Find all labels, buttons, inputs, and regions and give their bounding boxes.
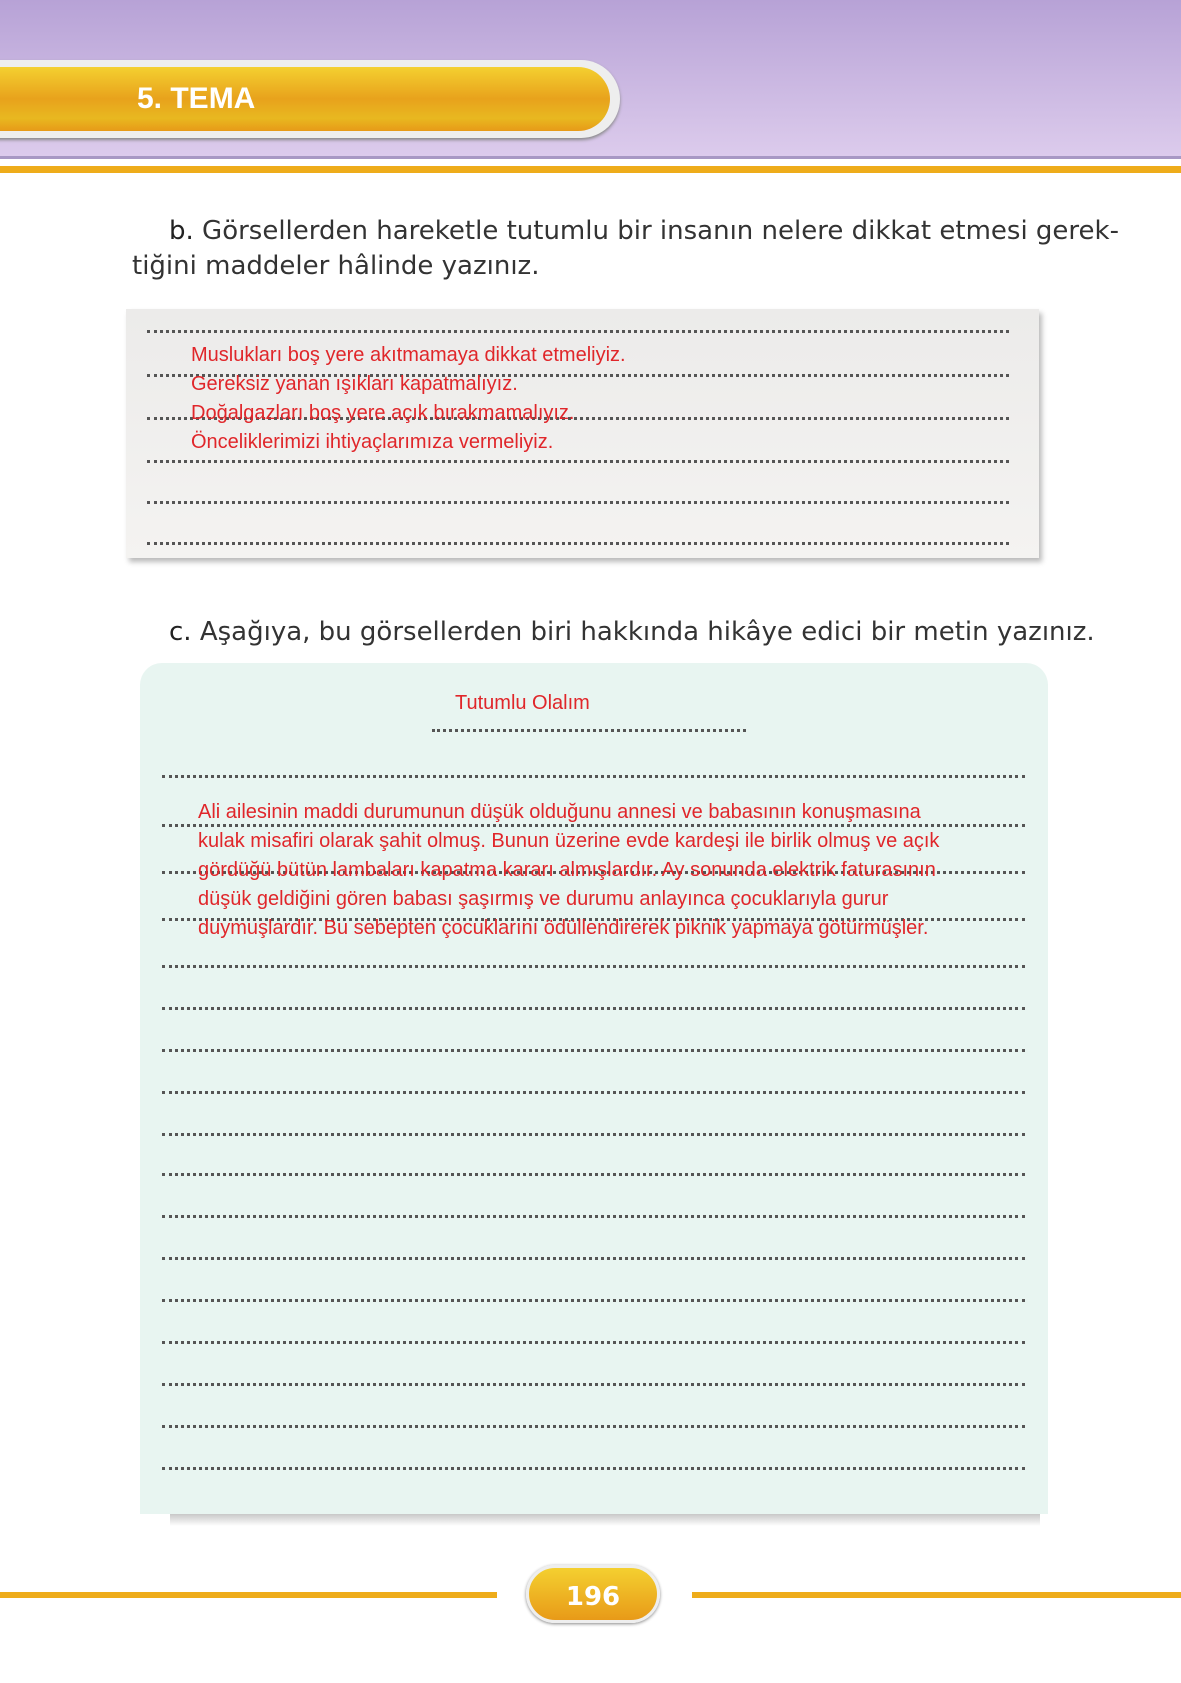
answer-line: Muslukları boş yere akıtmamaya dikkat etmeliyiz. [191, 344, 626, 366]
writing-line [162, 1049, 1025, 1052]
title-line [432, 729, 746, 732]
answer-box-c[interactable] [140, 663, 1048, 1514]
theme-banner [0, 67, 610, 131]
writing-line [147, 542, 1009, 545]
writing-line [162, 1257, 1025, 1260]
writing-line [162, 1467, 1025, 1470]
question-c [169, 614, 1095, 650]
story-line: duymuşlardır. Bu sebepten çocuklarını ödüllendirerek piknik yapmaya götürmüşler. [198, 917, 929, 939]
question-b-letter: b. [169, 216, 194, 246]
story-line: düşük geldiğini gören babası şaşırmış ve durumu anlayınca çocuklarıyla gurur [198, 888, 889, 910]
writing-line [162, 1341, 1025, 1344]
writing-line [162, 1425, 1025, 1428]
writing-line [162, 1299, 1025, 1302]
question-c-letter: c. [169, 617, 192, 647]
writing-line [162, 1383, 1025, 1386]
answer-line: Doğalgazları boş yere açık bırakmamalıyız. [191, 402, 575, 424]
writing-line [162, 1091, 1025, 1094]
question-b-line2: tiğini maddeler hâlinde yazınız. [132, 251, 540, 281]
page-number: 196 [526, 1565, 660, 1623]
writing-line [162, 824, 1025, 827]
box-shadow [170, 1514, 1040, 1526]
question-b-text: Görsellerden hareketle tutumlu bir insanın nelere dikkat etmesi gerek- [202, 216, 1119, 246]
writing-line [162, 1133, 1025, 1136]
story-title: Tutumlu Olalım [455, 692, 590, 714]
footer-line-left [0, 1592, 497, 1598]
story-line: Ali ailesinin maddi durumunun düşük olduğunu annesi ve babasının konuşmasına [198, 801, 921, 823]
header-divider [0, 166, 1181, 173]
writing-line [162, 1173, 1025, 1176]
writing-line [147, 460, 1009, 463]
story-line: gördüğü bütün lambaları kapatma kararı almışlardır. Ay sonunda elektrik faturasının [198, 859, 936, 881]
answer-line: Önceliklerimizi ihtiyaçlarımıza vermeliyiz. [191, 431, 554, 453]
writing-line [162, 1007, 1025, 1010]
writing-line [147, 330, 1009, 333]
story-line: kulak misafiri olarak şahit olmuş. Bunun üzerine evde kardeşi ile birlik olmuş ve açık [198, 830, 940, 852]
writing-line [147, 501, 1009, 504]
writing-line [162, 965, 1025, 968]
writing-line [162, 1215, 1025, 1218]
answer-line: Gereksiz yanan ışıkları kapatmalıyız. [191, 373, 518, 395]
footer-line-right [692, 1592, 1181, 1598]
writing-line [162, 775, 1025, 778]
question-c-text: Aşağıya, bu görsellerden biri hakkında hikâye edici bir metin yazınız. [199, 617, 1095, 647]
question-b-line1 [169, 213, 1119, 249]
theme-label: 5. TEMA [137, 82, 256, 115]
